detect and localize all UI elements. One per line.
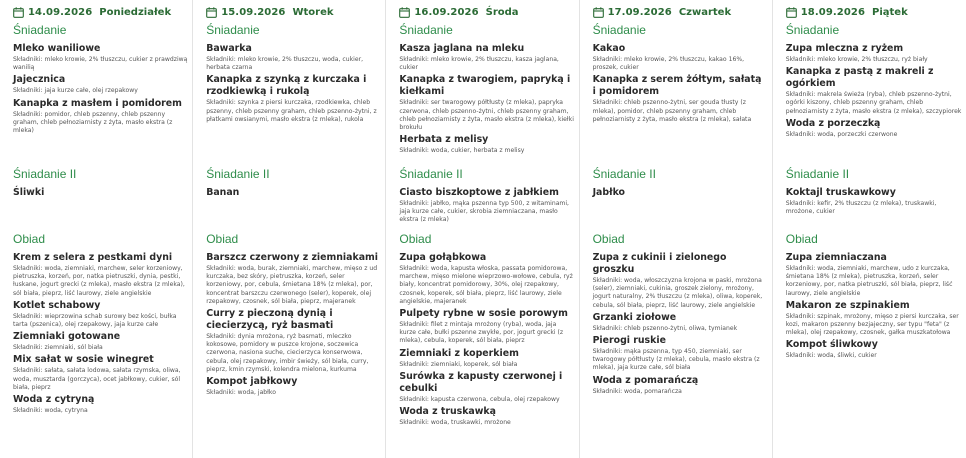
meal-section: [786, 232, 962, 363]
dish-ingredients: Składniki: szpinak, mrożony, mięso z piersi kurczaka, ser kozi, makaron pszenny bezjajeczny, ser typu "feta" (z mleka), olej rzepakowy, czosnek, gałka muszkatołowa: [785, 312, 959, 337]
day-name: Wtorek: [292, 6, 334, 18]
dish-name: Kanapka z pastą z makreli z ogórkiem: [785, 66, 934, 90]
dish-name: Grzanki ziołowe: [592, 311, 677, 323]
day-name: Środa: [485, 6, 519, 18]
dish-name: Kompot jabłkowy: [206, 376, 298, 388]
dish-ingredients: Składniki: woda, cukier, herbata z melisy: [399, 147, 525, 155]
dish-ingredients: Składniki: mleko krowie, 2% tłuszczu, cukier z prawdziwą wanilią: [13, 56, 188, 72]
day-date: 16.09.2026: [414, 6, 479, 18]
dish-ingredients: Składniki: woda, włoszczyzna krojona w paski, mrożona (seler), ziemniaki, cukinia, groszek zielony, mrożony, jogurt naturalny, 2% tłuszczu (z mleka), oliwa, koperek, cebula, sól biała, pieprz, liść laurowy, ziele angielskie: [592, 277, 763, 309]
meal-title: Śniadanie: [399, 23, 453, 37]
day-column: [193, 0, 386, 458]
day-name: Poniedziałek: [99, 6, 172, 18]
meal-section: [593, 232, 768, 398]
day-header: [206, 1, 381, 23]
dish-name: Kanapka z serem żółtym, sałatą i pomidorem: [592, 74, 762, 98]
dish-ingredients: Składniki: wieprzowina schab surowy bez kości, bułka tarta (pszenica), olej rzepakowy, jaja kurze całe: [13, 312, 177, 329]
dish-name: Mix sałat w sosie winegret: [13, 354, 154, 366]
dish-ingredients: Składniki: mleko krowie, 2% tłuszczu, kasza jaglana, cukier: [399, 56, 559, 72]
dish-name: Curry z pieczoną dynią i ciecierzycą, ryż basmati: [206, 308, 334, 332]
dish-name: Kanapka z twarogiem, papryką i kiełkami: [399, 74, 571, 98]
meal-section: [399, 23, 574, 157]
meal-section: [399, 167, 574, 227]
dish-ingredients: Składniki: pomidor, chleb pszenny, chleb pszenny graham, chleb pełnoziarnisty z żyta, masło ekstra (z mleka): [13, 110, 173, 135]
dish-ingredients: Składniki: chleb pszenno-żytni, oliwa, tymianek: [592, 324, 738, 332]
dish-name: Pulpety rybne w sosie porowym: [399, 308, 568, 320]
dish-name: Woda z porzeczką: [785, 117, 881, 129]
meal-section: [786, 23, 962, 141]
dish-ingredients: Składniki: woda, cytryna: [13, 407, 88, 415]
meal-title: Śniadanie II: [399, 167, 463, 181]
dish-name: Ziemniaki z koperkiem: [399, 347, 519, 359]
dish-ingredients: Składniki: mąka pszenna, typ 450, ziemniaki, ser twarogowy półtłusty (z mleka), cebula, masło ekstra (z mleka), jaja kurze całe, sól biała: [592, 348, 760, 372]
meal-title: Śniadanie II: [13, 167, 77, 181]
meal-section: [13, 167, 188, 199]
dish-name: Makaron ze szpinakiem: [785, 299, 910, 311]
day-column: [580, 0, 773, 458]
dish-name: Jabłko: [592, 187, 625, 198]
dish-ingredients: Składniki: makrela świeża (ryba), chleb pszenno-żytni, ogórki kiszony, chleb pszenny graham, chleb pełnoziarnisty z żyta, masło ekstra (z mleka), szczypiorek: [785, 91, 962, 115]
dish-name: Krem z selera z pestkami dyni: [13, 252, 173, 263]
dish-name: Kakao: [592, 43, 626, 54]
dish-ingredients: Składniki: woda, jabłko: [206, 389, 276, 397]
dish-ingredients: Składniki: woda, ziemniaki, marchew, udo z kurczaka, śmietana 18% (z mleka), pietruszka, korzeń, seler korzeniowy, por, natka pietruszki, sól biała, pieprz, liść laurowy, ziele angielskie: [785, 265, 953, 297]
dish-name: Barszcz czerwony z ziemniakami: [206, 252, 379, 263]
calendar-icon: [399, 7, 410, 18]
dish-name: Śliwki: [13, 187, 45, 198]
meal-title: Obiad: [785, 232, 818, 246]
day-header: [786, 1, 962, 23]
dish-name: Kotlet schabowy: [13, 299, 101, 311]
dish-ingredients: Składniki: ser twarogowy półtłusty (z mleka), papryka czerwona, chleb pszenno-żytni, chleb pszenny graham, chleb pełnoziarnisty z żyta, masło ekstra (z mleka), kiełki brokułu: [399, 99, 574, 132]
dish-name: Banan: [206, 187, 240, 198]
day-header: [593, 1, 768, 23]
meal-title: Obiad: [206, 232, 239, 246]
dish-name: Pierogi ruskie: [592, 335, 666, 347]
meal-title: Śniadanie: [592, 23, 646, 37]
meal-section: [786, 167, 962, 218]
day-header: [399, 1, 574, 23]
day-date: 14.09.2026: [28, 6, 93, 18]
dish-ingredients: Składniki: jaja kurze całe, olej rzepakowy: [13, 87, 138, 95]
meal-section: [593, 23, 768, 126]
dish-name: Mleko waniliowe: [13, 43, 101, 54]
meal-title: Śniadanie II: [206, 167, 270, 181]
dish-ingredients: Składniki: woda, burak, ziemniaki, marchew, mięso z ud kurczaka, bez skóry, pietruszka, korzeń, seler korzeniowy, por, cebula, śmietana 18% (z mleka), por, koncentrat barszczu czerwonego (seler), koperek, olej rzepakowy, czosnek, sól biała, pieprz, majeranek: [206, 265, 378, 305]
dish-ingredients: Składniki: mleko krowie, 2% tłuszczu, ryż biały: [785, 56, 928, 63]
dish-ingredients: Składniki: mleko krowie, 2% tłuszczu, kakao 16%, proszek, cukier: [592, 56, 745, 72]
dish-name: Kasza jaglana na mleku: [399, 43, 525, 54]
meal-section: [206, 167, 381, 199]
dish-name: Zupa gołąbkowa: [399, 252, 487, 263]
dish-name: Woda z truskawką: [399, 406, 496, 418]
dish-ingredients: Składniki: filet z mintaja mrożony (ryba), woda, jaja kurze całe, bułki pszenne zwykłe, por, jogurt grecki (z mleka), cebula, koperek, sól biała, pieprz: [399, 321, 564, 345]
dish-name: Jajecznica: [13, 74, 66, 86]
dish-ingredients: Składniki: ziemniaki, koperek, sól biała: [399, 360, 518, 368]
meal-title: Śniadanie: [13, 23, 67, 37]
calendar-icon: [593, 7, 604, 18]
dish-ingredients: Składniki: woda, kapusta włoska, passata pomidorowa, marchew, mięso mielone wieprzowo-wołowe, cebula, ryż biały, koncentrat pomidorowy, 30%, olej rzepakowy, czosnek, koperek, sól biała, pieprz, liść laurowy, ziele angielskie, majeranek: [399, 265, 573, 305]
day-column: [773, 0, 966, 458]
meal-title: Obiad: [592, 232, 625, 246]
dish-name: Zupa z cukinii i zielonego groszku: [592, 252, 727, 275]
meal-section: [593, 167, 768, 199]
dish-name: Ciasto biszkoptowe z jabłkiem: [399, 187, 559, 198]
dish-ingredients: Składniki: woda, truskawki, mrożone: [399, 419, 511, 427]
dish-ingredients: Składniki: woda, śliwki, cukier: [785, 352, 877, 360]
dish-name: Herbata z melisy: [399, 134, 489, 146]
dish-name: Zupa mleczna z ryżem: [785, 43, 904, 54]
day-name: Piątek: [872, 6, 908, 18]
dish-ingredients: Składniki: kapusta czerwona, cebula, olej rzepakowy: [399, 395, 560, 403]
dish-ingredients: Składniki: kefir, 2% tłuszczu (z mleka), truskawki, mrożone, cukier: [785, 200, 937, 216]
dish-ingredients: Składniki: chleb pszenno-żytni, ser gouda tłusty (z mleka), pomidor, chleb pszenny graham, chleb pełnoziarnisty z żyta, masło ekstra (z mleka), sałata: [592, 99, 752, 123]
dish-name: Woda z cytryną: [13, 394, 95, 406]
meal-section: [13, 23, 188, 137]
calendar-icon: [786, 7, 797, 18]
day-header: [13, 1, 188, 23]
calendar-icon: [13, 7, 24, 18]
day-name: Czwartek: [678, 6, 732, 18]
meal-title: Obiad: [399, 232, 432, 246]
dish-ingredients: Składniki: woda, ziemniaki, marchew, seler korzeniowy, pietruszka, korzeń, por, natka pietruszki, dynia, pestki, łuskane, jogurt grecki (z mleka), masło ekstra (z mleka), sól biała, pieprz, liść laurowy, ziele angielskie: [13, 265, 185, 297]
dish-name: Kanapka z masłem i pomidorem: [13, 97, 182, 109]
meal-title: Śniadanie: [206, 23, 260, 37]
dish-name: Kanapka z szynką z kurczaka i rzodkiewką i rukolą: [206, 74, 367, 98]
dish-ingredients: Składniki: szynka z piersi kurczaka, rzodkiewka, chleb pszenny, chleb pszenny graham, chleb pszenno-żytni, z płatkami owsianymi, masło ekstra (z mleka), rukola: [206, 99, 377, 123]
meal-title: Śniadanie II: [592, 167, 656, 181]
dish-ingredients: Składniki: woda, pomarańcza: [592, 387, 682, 395]
dish-name: Woda z pomarańczą: [592, 374, 699, 386]
meal-section: [13, 232, 188, 417]
dish-name: Zupa ziemniaczana: [785, 252, 887, 263]
day-column: [0, 0, 193, 458]
dish-name: Kompot śliwkowy: [785, 339, 878, 351]
meal-section: [399, 232, 574, 429]
day-column: [386, 0, 579, 458]
dish-ingredients: Składniki: jabłko, mąka pszenna typ 500, z witaminami, jaja kurze całe, cukier, skrobia ziemniaczana, masło ekstra (z mleka): [399, 200, 569, 224]
dish-name: Ziemniaki gotowane: [13, 331, 121, 343]
day-date: 15.09.2026: [221, 6, 286, 18]
dish-ingredients: Składniki: mleko krowie, 2% tłuszczu, woda, cukier, herbata czarna: [206, 56, 364, 72]
dish-ingredients: Składniki: ziemniaki, sól biała: [13, 344, 103, 352]
day-date: 18.09.2026: [800, 6, 866, 18]
meal-title: Śniadanie II: [785, 167, 850, 181]
dish-ingredients: Składniki: sałata, sałata lodowa, sałata rzymska, oliwa, woda, musztarda (gorczyca), ocet jabłkowy, cukier, sól biała, pieprz: [13, 367, 181, 391]
meal-section: [206, 23, 381, 126]
meal-title: Śniadanie: [785, 23, 840, 37]
day-date: 17.09.2026: [607, 6, 672, 18]
meal-title: Obiad: [13, 232, 46, 246]
dish-ingredients: Składniki: woda, porzeczki czerwone: [785, 130, 898, 138]
dish-name: Koktajl truskawkowy: [785, 187, 896, 198]
dish-ingredients: Składniki: dynia mrożona, ryż basmati, mleczko kokosowe, pomidory w puszce krojone, soczewica czerwona, nasiona suche, ciecierzyca konserwowa, cebula, olej rzepakowy, imbir świeży, sól biała, curry, pieprz, kmin rzymski, kolendra mielona, kurkuma: [206, 333, 369, 373]
dish-name: Bawarka: [206, 43, 252, 54]
meal-section: [206, 232, 381, 399]
dish-name: Surówka z kapusty czerwonej i cebulki: [399, 370, 563, 394]
calendar-icon: [206, 7, 217, 18]
